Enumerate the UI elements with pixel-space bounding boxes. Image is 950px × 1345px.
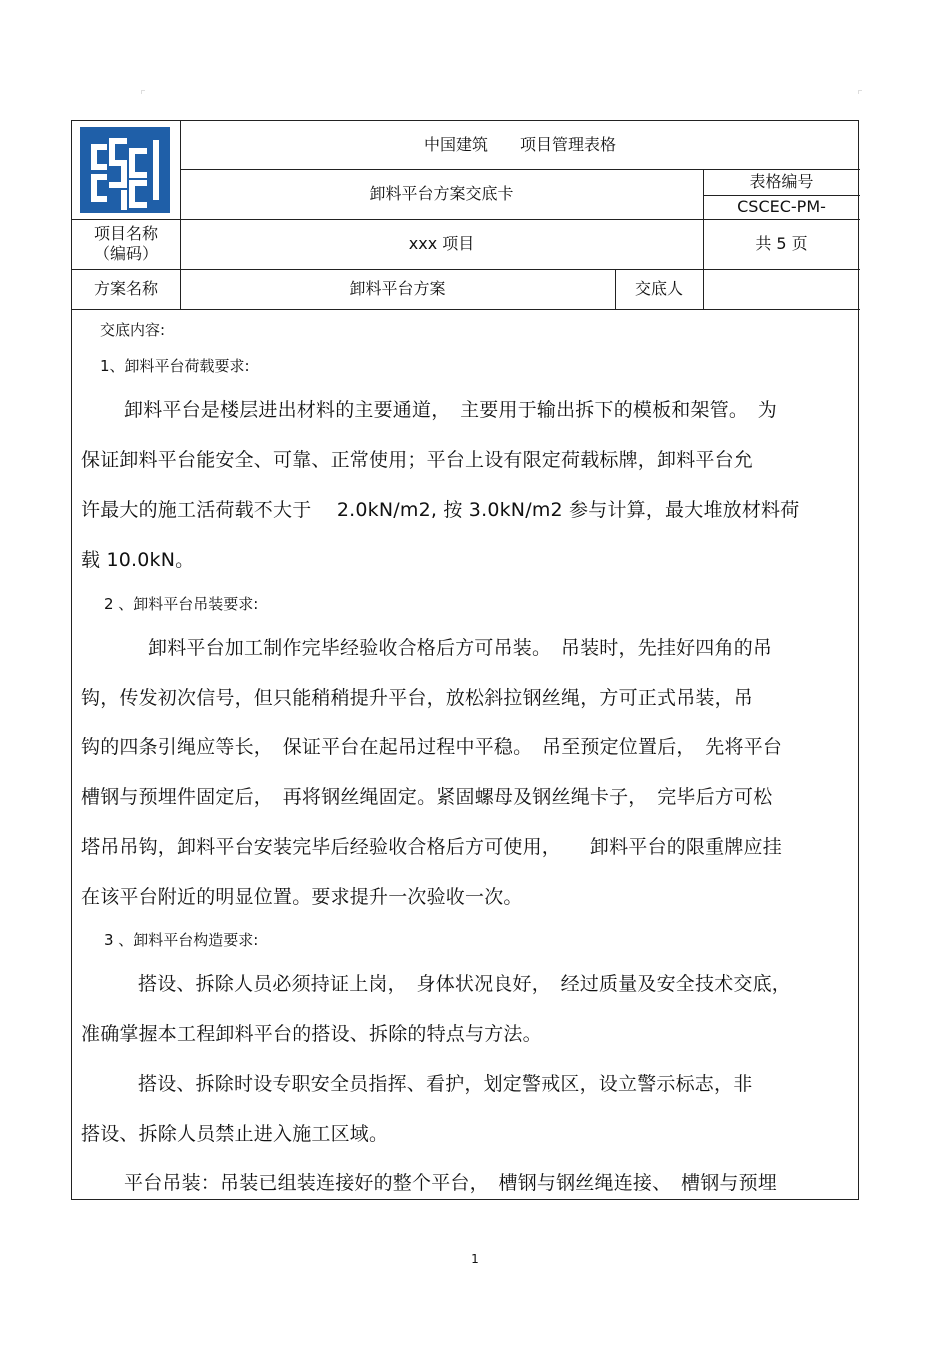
project-name-label-line1: 项目名称 [93,224,158,243]
section-title: 3 、卸料平台构造要求: [104,931,259,949]
paragraph-line: 许最大的施工活荷载不大于 2.0kN/m2, 按 3.0kN/m2 参与计算，最大堆放材料荷 [81,499,800,521]
paragraph-line: 槽钢与预埋件固定后， 再将钢丝绳固定。紧固螺母及钢丝绳卡子， 完毕后方可松 [81,786,773,808]
crop-mark [141,90,145,94]
section-title: 1、卸料平台荷载要求: [100,357,250,375]
form-no-value: CSCEC-PM- [737,197,826,216]
paragraph-line: 在该平台附近的明显位置。要求提升一次验收一次。 [81,886,523,908]
paragraph-line: 钩，传发初次信号，但只能稍稍提升平台，放松斜拉钢丝绳，方可正式吊装，吊 [81,687,754,709]
form-table [71,120,859,1200]
project-name-label [72,219,180,269]
paragraph-line: 塔吊吊钩，卸料平台安装完毕后经验收合格后方可使用， 卸料平台的限重牌应挂 [81,836,782,858]
project-name-label-line2: （编码） [93,244,158,263]
grid-line [72,309,860,310]
paragraph-line: 平台吊装：吊装已组装连接好的整个平台， 槽钢与钢丝绳连接、 槽钢与预埋 [124,1172,778,1194]
paragraph-line: 保证卸料平台能安全、可靠、正常使用；平台上设有限定荷载标牌，卸料平台允 [81,449,754,471]
content-intro: 交底内容: [100,321,166,339]
presenter-label: 交底人 [634,279,683,298]
paragraph-line: 钩的四条引绳应等长， 保证平台在起吊过程中平稳。 吊至预定位置后， 先将平台 [81,736,783,758]
crop-mark [858,90,862,94]
form-title: 卸料平台方案交底卡 [369,184,514,203]
form-no-label: 表格编号 [749,172,814,191]
paragraph-line: 搭设、拆除人员禁止进入施工区域。 [81,1123,389,1145]
paragraph-line: 载 10.0kN。 [81,549,195,571]
paragraph-line: 搭设、拆除时设专职安全员指挥、看护，划定警戒区，设立警示标志，非 [138,1073,753,1095]
project-name-value: xxx 项目 [408,234,475,253]
presenter-value [703,269,860,309]
plan-name-value: 卸料平台方案 [349,279,446,298]
paragraph-line: 卸料平台加工制作完毕经验收合格后方可吊装。 吊装时，先挂好四角的吊 [148,637,773,659]
section-title: 2 、卸料平台吊装要求: [104,595,259,613]
page-number: 1 [471,1252,479,1266]
cscec-logo-icon [80,127,170,213]
plan-name-label: 方案名称 [93,279,158,298]
org-title: 中国建筑 项目管理表格 [423,135,616,154]
paragraph-line: 准确掌握本工程卸料平台的搭设、拆除的特点与方法。 [81,1023,542,1045]
paragraph-line: 卸料平台是楼层进出材料的主要通道， 主要用于输出拆下的模板和架管。 为 [124,399,778,421]
page-total: 共 5 页 [755,234,808,253]
paragraph-line: 搭设、拆除人员必须持证上岗， 身体状况良好， 经过质量及安全技术交底， [138,973,792,995]
